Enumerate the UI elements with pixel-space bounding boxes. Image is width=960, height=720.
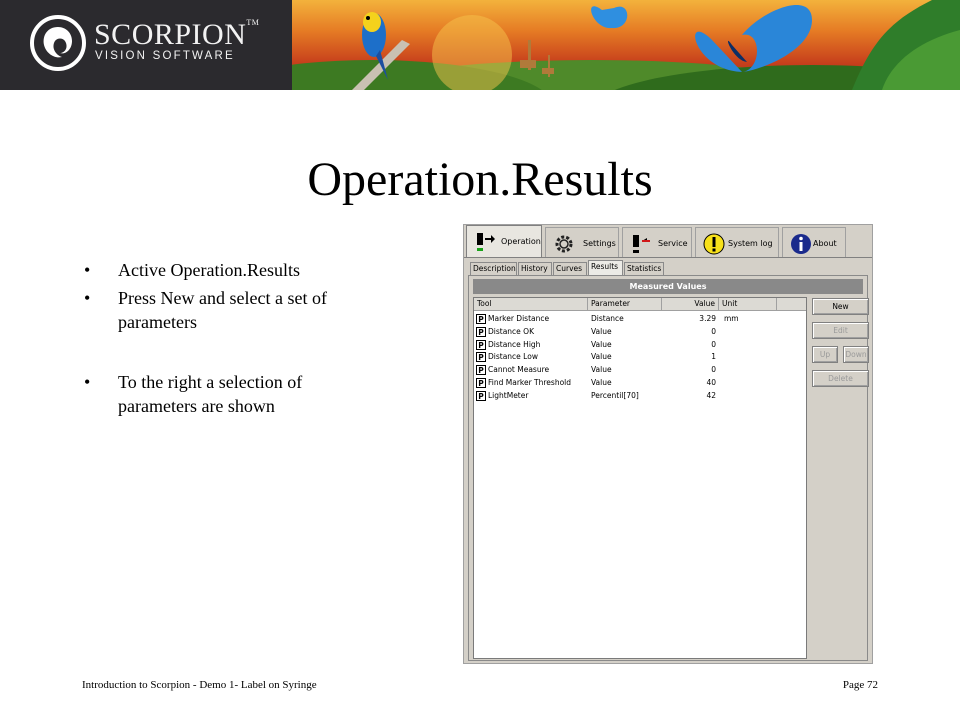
tab-label: Operation — [501, 237, 541, 246]
tab-label: Service — [658, 239, 688, 248]
warning-icon — [703, 233, 725, 255]
cell-tool: LightMeter — [488, 390, 529, 400]
parameter-badge-icon: P — [476, 352, 486, 362]
tab-settings[interactable] — [545, 227, 619, 257]
cell-tool: Find Marker Threshold — [488, 378, 572, 387]
cell-tool: Marker Distance — [488, 314, 550, 323]
table-row[interactable] — [474, 390, 806, 403]
table-row[interactable] — [474, 326, 806, 339]
delete-button[interactable]: Delete — [812, 370, 869, 387]
subtab-curves[interactable]: Curves — [553, 262, 587, 275]
results-panel — [468, 275, 868, 661]
measured-values-header: Measured Values — [473, 279, 863, 294]
parameter-badge-icon: P — [476, 365, 486, 375]
column-header-unit[interactable]: Unit — [719, 298, 777, 311]
tab-label: About — [813, 239, 837, 248]
operation-icon — [474, 231, 496, 253]
subtab-results[interactable]: Results — [588, 260, 623, 275]
scorpion-logo-icon — [30, 15, 86, 71]
column-header-tool[interactable]: Tool — [474, 298, 588, 311]
banner-illustration — [292, 0, 960, 90]
column-header-value[interactable]: Value — [662, 298, 719, 311]
cell-parameter: Value — [591, 378, 612, 387]
cell-parameter: Distance — [591, 314, 624, 323]
new-button[interactable]: New — [812, 298, 869, 315]
subtab-statistics[interactable]: Statistics — [624, 262, 664, 275]
tab-label: System log — [728, 239, 773, 248]
table-row[interactable] — [474, 364, 806, 377]
cell-parameter: Percentil[70] — [591, 390, 639, 400]
cell-value: 0 — [711, 326, 716, 336]
table-header — [474, 298, 806, 311]
edit-button[interactable]: Edit — [812, 322, 869, 339]
logo-area — [0, 0, 292, 90]
cell-value: 42 — [706, 390, 716, 400]
tab-label: Settings — [583, 239, 616, 248]
cell-parameter: Value — [591, 365, 612, 375]
bullet-list — [84, 258, 384, 418]
cell-tool: Cannot Measure — [488, 365, 550, 375]
cell-parameter: Value — [591, 326, 612, 336]
parameter-badge-icon: P — [476, 340, 486, 350]
parameter-badge-icon: P — [476, 378, 486, 388]
subtab-description[interactable]: Description — [470, 262, 517, 275]
column-header-blank — [777, 298, 806, 311]
parameter-badge-icon: P — [476, 391, 486, 401]
cell-tool: Distance OK — [488, 326, 534, 336]
cell-parameter: Value — [591, 352, 612, 362]
down-button[interactable]: Down — [843, 346, 869, 363]
results-table[interactable] — [473, 297, 807, 659]
table-row[interactable] — [474, 313, 806, 326]
gear-icon — [553, 233, 575, 255]
cell-value: 40 — [706, 378, 716, 387]
brand-subtitle: VISION SOFTWARE — [95, 50, 235, 62]
cell-tool: Distance Low — [488, 352, 538, 362]
bullet-item: • Press New and select a set of parameters — [84, 286, 384, 334]
footer-caption: Introduction to Scorpion - Demo 1- Label on Syringe — [82, 679, 317, 691]
tab-about[interactable] — [782, 227, 846, 257]
table-row[interactable] — [474, 377, 806, 390]
cell-parameter: Value — [591, 339, 612, 349]
parameter-badge-icon: P — [476, 327, 486, 337]
cell-unit: mm — [724, 314, 739, 323]
cell-tool: Distance High — [488, 339, 541, 349]
up-button[interactable]: Up — [812, 346, 838, 363]
tab-operation[interactable] — [466, 225, 542, 258]
trademark-mark: TM — [246, 18, 260, 27]
tab-system-log[interactable] — [695, 227, 779, 257]
bullet-item: • Active Operation.Results — [84, 258, 384, 282]
bullet-item: • To the right a selection of parameters are shown — [84, 370, 384, 418]
info-icon — [790, 233, 812, 255]
page-number: Page 72 — [842, 679, 878, 691]
column-header-parameter[interactable]: Parameter — [588, 298, 662, 311]
service-icon — [630, 233, 652, 255]
tab-bar-divider — [464, 257, 872, 258]
cell-value: 3.29 — [699, 314, 716, 323]
parameter-badge-icon: P — [476, 314, 486, 324]
cell-value: 1 — [711, 352, 716, 362]
subtab-history[interactable]: History — [518, 262, 552, 275]
cell-value: 0 — [711, 339, 716, 349]
scorpion-app-window — [463, 224, 873, 664]
brand-name: SCORPION™ — [94, 18, 260, 51]
table-row[interactable] — [474, 339, 806, 352]
header-banner — [0, 0, 960, 90]
slide-title: Operation.Results — [307, 153, 653, 206]
cell-value: 0 — [711, 365, 716, 375]
tab-service[interactable] — [622, 227, 692, 257]
main-tab-bar — [466, 225, 870, 257]
table-row[interactable] — [474, 351, 806, 364]
